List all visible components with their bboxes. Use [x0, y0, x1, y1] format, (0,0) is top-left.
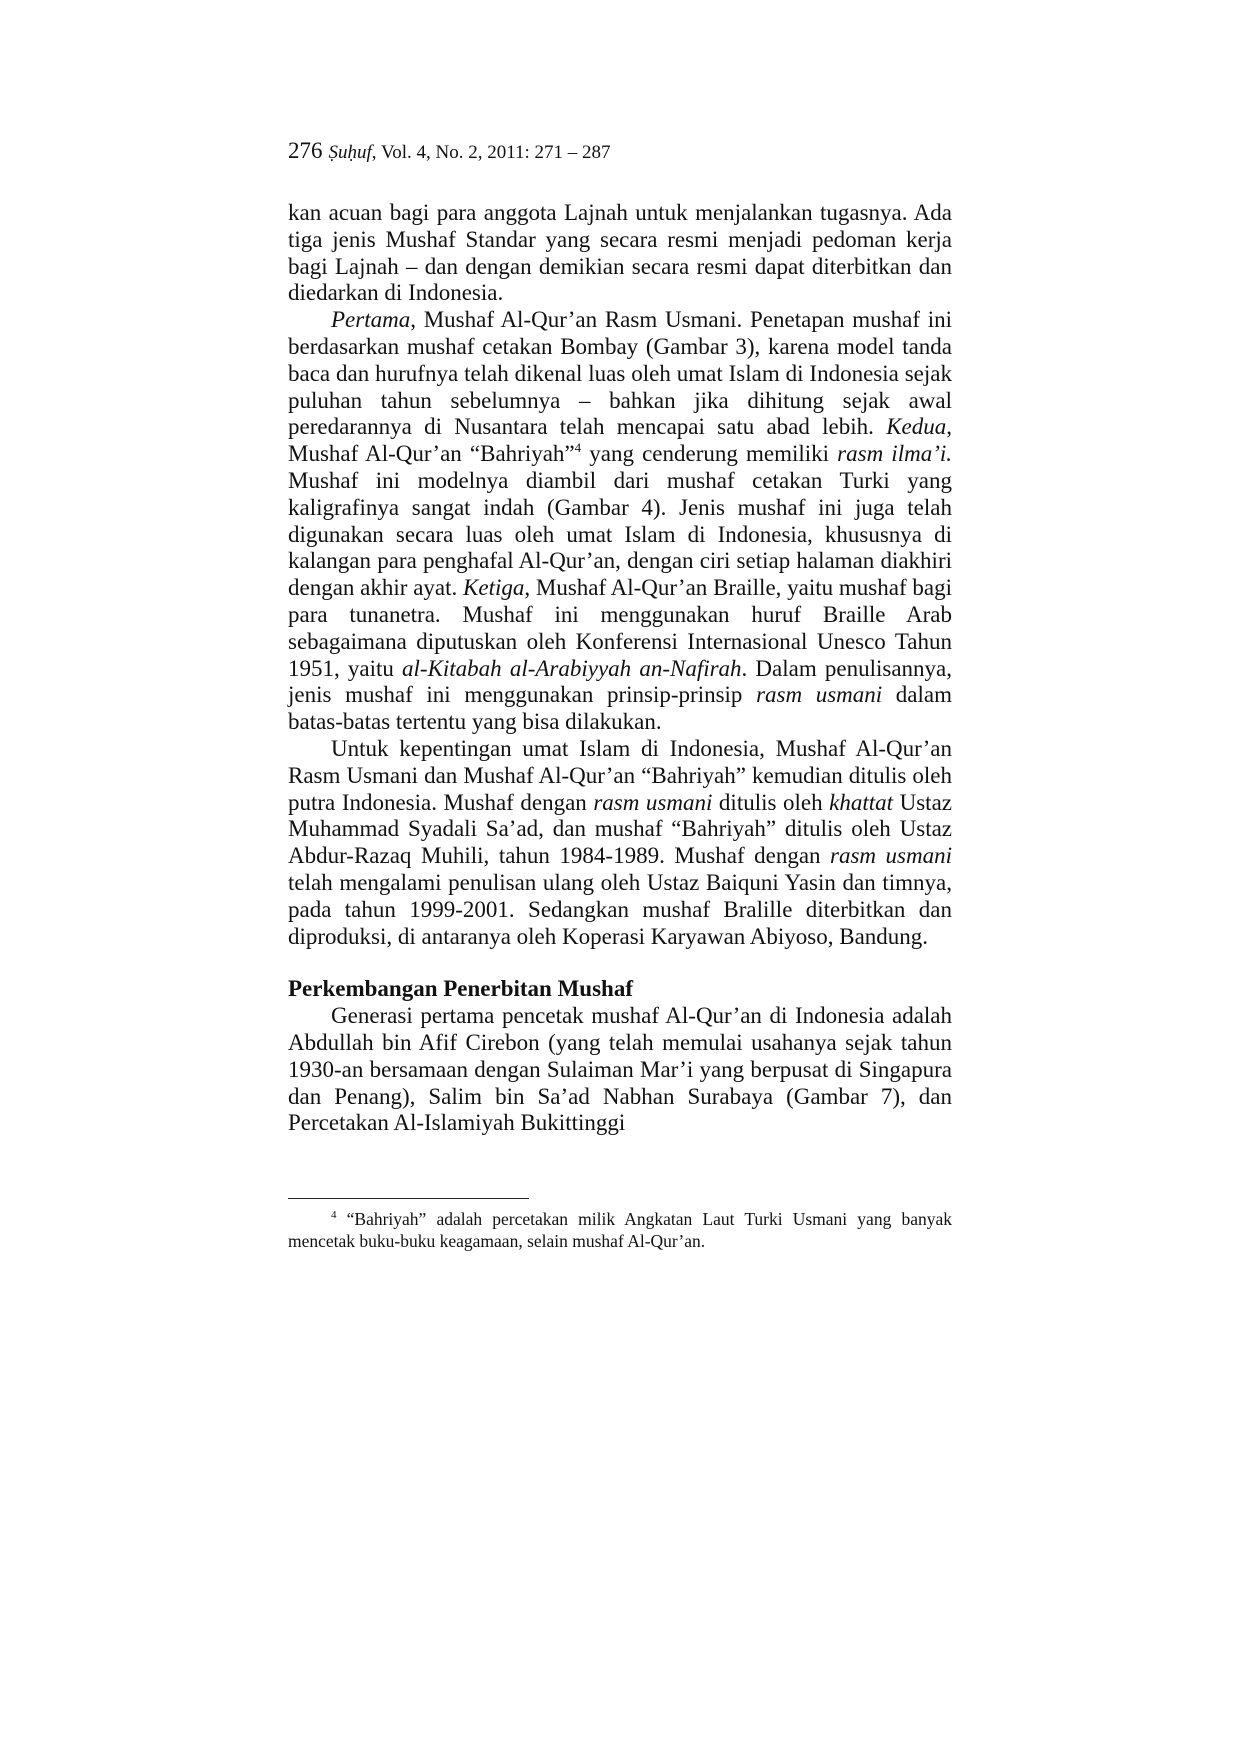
text-run: ditulis oleh: [712, 789, 830, 815]
term-kedua: Kedua: [886, 414, 947, 440]
paragraph-3: [288, 736, 952, 950]
text-run: Untuk kepentingan umat Islam di Indonesia, Mushaf Al-Qur’an Rasm Usmani dan Mushaf Al-Qur’an “Bahriyah” kemudian ditulis oleh putra Indonesia. Mushaf dengan: [288, 735, 952, 815]
term-al-kitabah: al-Kitabah al-Arabiyyah an-Nafirah: [402, 655, 742, 681]
footnote-4: [288, 1208, 952, 1252]
journal-name: Ṣuḥuf: [328, 142, 372, 163]
paragraph-2: [288, 307, 952, 736]
text-run: dalam batas-batas tertentu yang bisa dilakukan.: [288, 682, 953, 735]
footnote-ref-4[interactable]: 4: [574, 440, 582, 456]
paragraph-1: kan acuan bagi para anggota Lajnah untuk menjalankan tugasnya. Ada tiga jenis Mushaf Standar yang secara resmi menjadi pedoman kerja bagi Lajnah – dan dengan demikian secara resmi dapat diterbitkan dan diedarkan di Indonesia.: [288, 200, 952, 306]
main-text: [288, 200, 952, 1137]
footnote-text: “Bahriyah” adalah percetakan milik Angkatan Laut Turki Usmani yang banyak mencetak buku-buku keagamaan, selain mushaf Al-Qur’an.: [288, 1209, 952, 1251]
text-run: , Mushaf Al-Qur’an “Bahriyah”: [288, 414, 952, 467]
text-run: telah mengalami penulisan ulang oleh Ustaz Baiquni Yasin dan timnya, pada tahun 1999-2001. Sedangkan mushaf Bralille diterbitkan dan diproduksi, di antaranya oleh Koperasi Karyawan Abiyoso, Bandung.: [288, 869, 952, 949]
text-run: , Mushaf Al-Qur’an Rasm Usmani. Penetapan mushaf ini berdasarkan mushaf cetakan Bombay (Gambar 3), karena model tanda baca dan hurufnya telah dikenal luas oleh umat Islam di Indonesia sejak puluhan tahun sebelumnya – bahkan jika dihitung sejak awal peredarannya di Nusantara telah mencapai satu abad lebih.: [288, 307, 952, 440]
text-run: , Mushaf Al-Qur’an Braille, yaitu mushaf bagi para tunanetra. Mushaf ini menggunakan huruf Braille Arab sebagaimana diputuskan oleh Konferensi Internasional Unesco Tahun 1951, yaitu: [288, 575, 952, 681]
term-rasm-usmani: rasm usmani: [593, 789, 713, 815]
term-rasm-ilmai: rasm ilma’i.: [837, 441, 952, 467]
footnote-number: 4: [331, 1209, 337, 1221]
term-rasm-usmani: rasm usmani: [830, 843, 952, 869]
journal-citation: , Vol. 4, No. 2, 2011: 271 – 287: [371, 142, 611, 163]
term-ketiga: Ketiga: [463, 575, 525, 601]
text-run: Mushaf ini modelnya diambil dari mushaf cetakan Turki yang kaligrafinya sangat indah (Gambar 4). Jenis mushaf ini juga telah digunakan secara luas oleh umat Islam di Indonesia, khususnya di kalangan para penghafal Al-Qur’an, dengan ciri setiap halaman diakhiri dengan akhir ayat.: [288, 467, 952, 601]
text-run: . Dalam penulisannya, jenis mushaf ini menggunakan prinsip-prinsip: [288, 655, 952, 708]
text-run: Ustaz Muhammad Syadali Sa’ad, dan mushaf “Bahriyah” ditulis oleh Ustaz Abdur-Razaq Muhili, tahun 1984-1989. Mushaf dengan: [288, 789, 952, 869]
paragraph-4: Generasi pertama pencetak mushaf Al-Qur’an di Indonesia adalah Abdullah bin Afif Cirebon (yang telah memulai usahanya sejak tahun 1930-an bersamaan dengan Sulaiman Mar’i yang berpusat di Singapura dan Penang), Salim bin Sa’ad Nabhan Surabaya (Gambar 7), dan Percetakan Al-Islamiyah Bukittinggi: [288, 1003, 952, 1136]
term-rasm-usmani: rasm usmani: [756, 682, 883, 708]
text-run: yang cenderung memiliki: [581, 441, 838, 467]
term-khattat: khattat: [829, 789, 894, 815]
running-header: [288, 139, 611, 165]
footnote-divider: [288, 1198, 529, 1199]
term-pertama: Pertama: [331, 307, 411, 333]
page-number: 276: [288, 138, 323, 163]
section-heading: Perkembangan Penerbitan Mushaf: [288, 976, 633, 1002]
